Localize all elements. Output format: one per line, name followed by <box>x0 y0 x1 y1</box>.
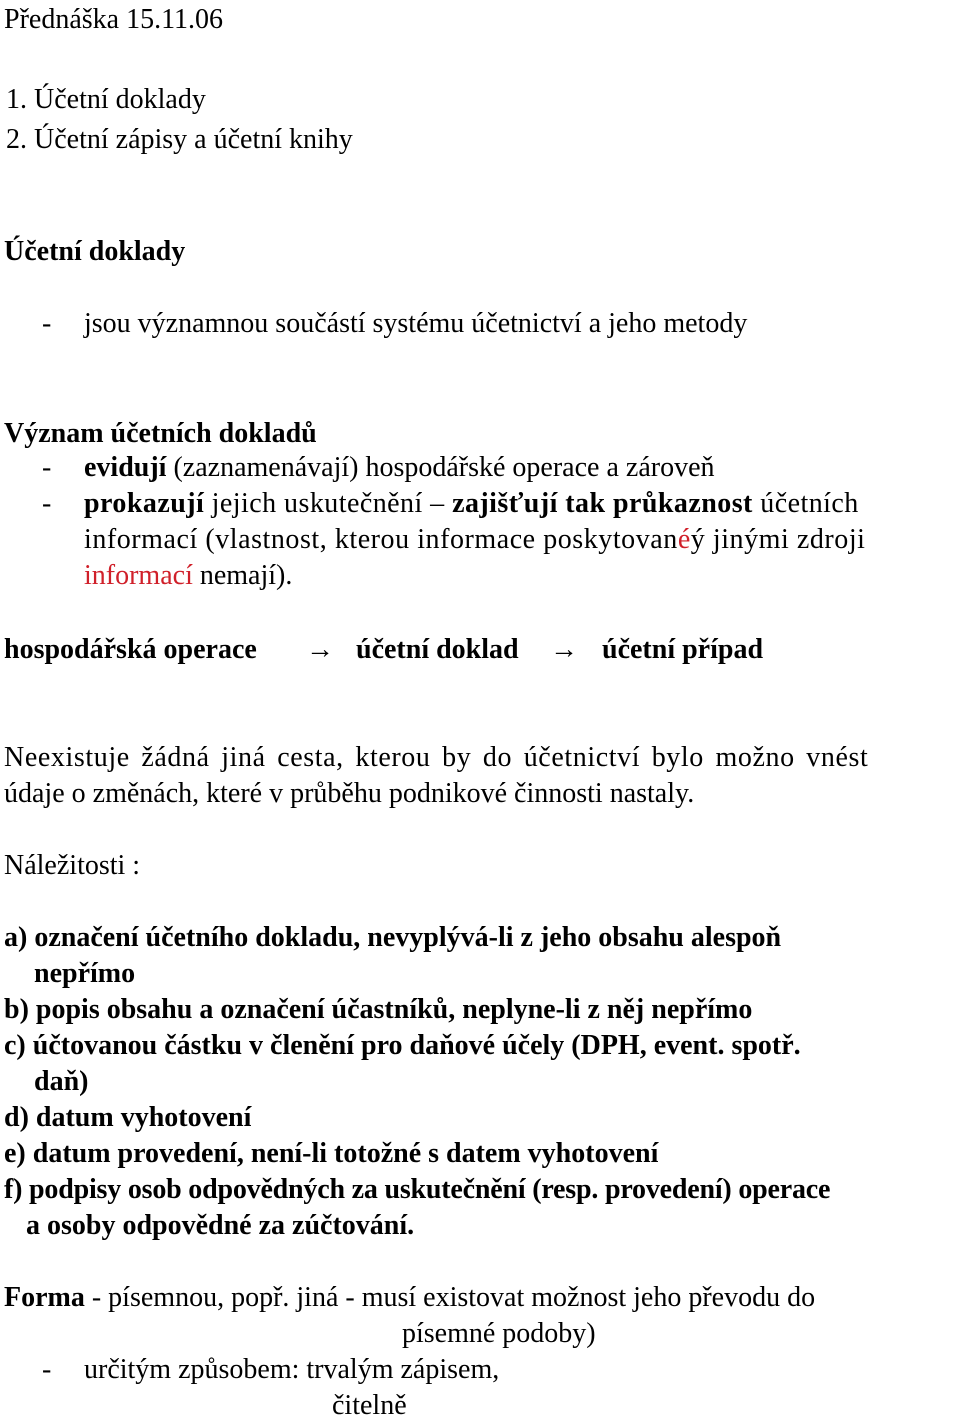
item-2-text-a: jejich uskutečnění – <box>204 488 453 519</box>
bullet-dash: - <box>42 308 52 339</box>
keyword-prove: prokazují <box>84 488 205 519</box>
lecture-title: Přednáška 15.11.06 <box>4 4 224 35</box>
form-label: Forma <box>4 1282 85 1313</box>
arrow-icon: → <box>306 634 334 665</box>
keyword-record: evidují <box>84 452 167 483</box>
form-bullet-cont: čitelně <box>332 1390 407 1421</box>
paragraph-line-1: Neexistuje žádná jiná cesta, kterou by do účetnictví bylo možno vnést <box>4 742 869 773</box>
item-2-red-word: informací <box>84 560 193 591</box>
requirement-e: e) datum provedení, není-li totožné s datem vyhotovení <box>4 1138 659 1169</box>
arrow-icon: → <box>550 634 578 665</box>
requirement-b: b) popis obsahu a označení účastníků, neplyne-li z něj nepřímo <box>4 994 753 1025</box>
form-text: - písemnou, popř. jiná - musí existovat možnost jeho převodu do <box>84 1282 816 1313</box>
outline-item-2: 2. Účetní zápisy a účetní knihy <box>6 124 353 155</box>
bullet-dash: - <box>42 488 52 519</box>
bullet-text: jsou významnou součástí systému účetnictví a jeho metody <box>84 308 748 339</box>
item-1-text: (zaznamenávají) hospodářské operace a zároveň <box>166 452 715 483</box>
requirement-c: c) účtovanou částku v členění pro daňové účely (DPH, event. spotř. <box>4 1030 801 1061</box>
requirement-d: d) datum vyhotovení <box>4 1102 252 1133</box>
requirement-a: a) označení účetního dokladu, nevyplývá-li z jeho obsahu alespoň <box>4 922 782 953</box>
section-heading-significance: Význam účetních dokladů <box>4 418 317 449</box>
flow-step-document: účetní doklad <box>356 634 519 665</box>
requirement-c-cont: daň) <box>34 1066 89 1097</box>
requirement-a-cont: nepřímo <box>34 958 136 989</box>
significance-item-2-line-3 <box>84 558 292 594</box>
paragraph-line-2: údaje o změnách, které v průběhu podnikové činnosti nastaly. <box>4 778 695 809</box>
section-heading-documents: Účetní doklady <box>4 236 186 267</box>
item-2-line-2-text: informací (vlastnost, kterou informace poskytovan <box>84 524 678 555</box>
requirements-heading: Náležitosti : <box>4 850 141 881</box>
item-2-red-letter: é <box>677 524 691 555</box>
form-bullet-text: určitým způsobem: trvalým zápisem, <box>84 1354 500 1385</box>
flow-step-operation: hospodářská operace <box>4 634 257 665</box>
bullet-dash: - <box>42 1354 52 1385</box>
item-2-line-2-end: ý jinými zdroji <box>690 524 866 555</box>
form-line-2: písemné podoby) <box>402 1318 596 1349</box>
significance-item-2-line-2 <box>84 522 865 558</box>
flow-step-case: účetní případ <box>602 634 764 665</box>
requirement-f: f) podpisy osob odpovědných za uskutečnění (resp. provedení) operace <box>4 1174 831 1205</box>
item-2-line-3-end: nemají). <box>192 560 293 591</box>
bullet-dash: - <box>42 452 52 483</box>
outline-item-1: 1. Účetní doklady <box>6 84 206 115</box>
item-2-text-b: účetních <box>752 488 859 519</box>
form-line-1 <box>4 1280 815 1316</box>
requirement-f-cont: a osoby odpovědné za zúčtování. <box>26 1210 415 1241</box>
keyword-ensure: zajišťují tak průkaznost <box>452 488 753 519</box>
